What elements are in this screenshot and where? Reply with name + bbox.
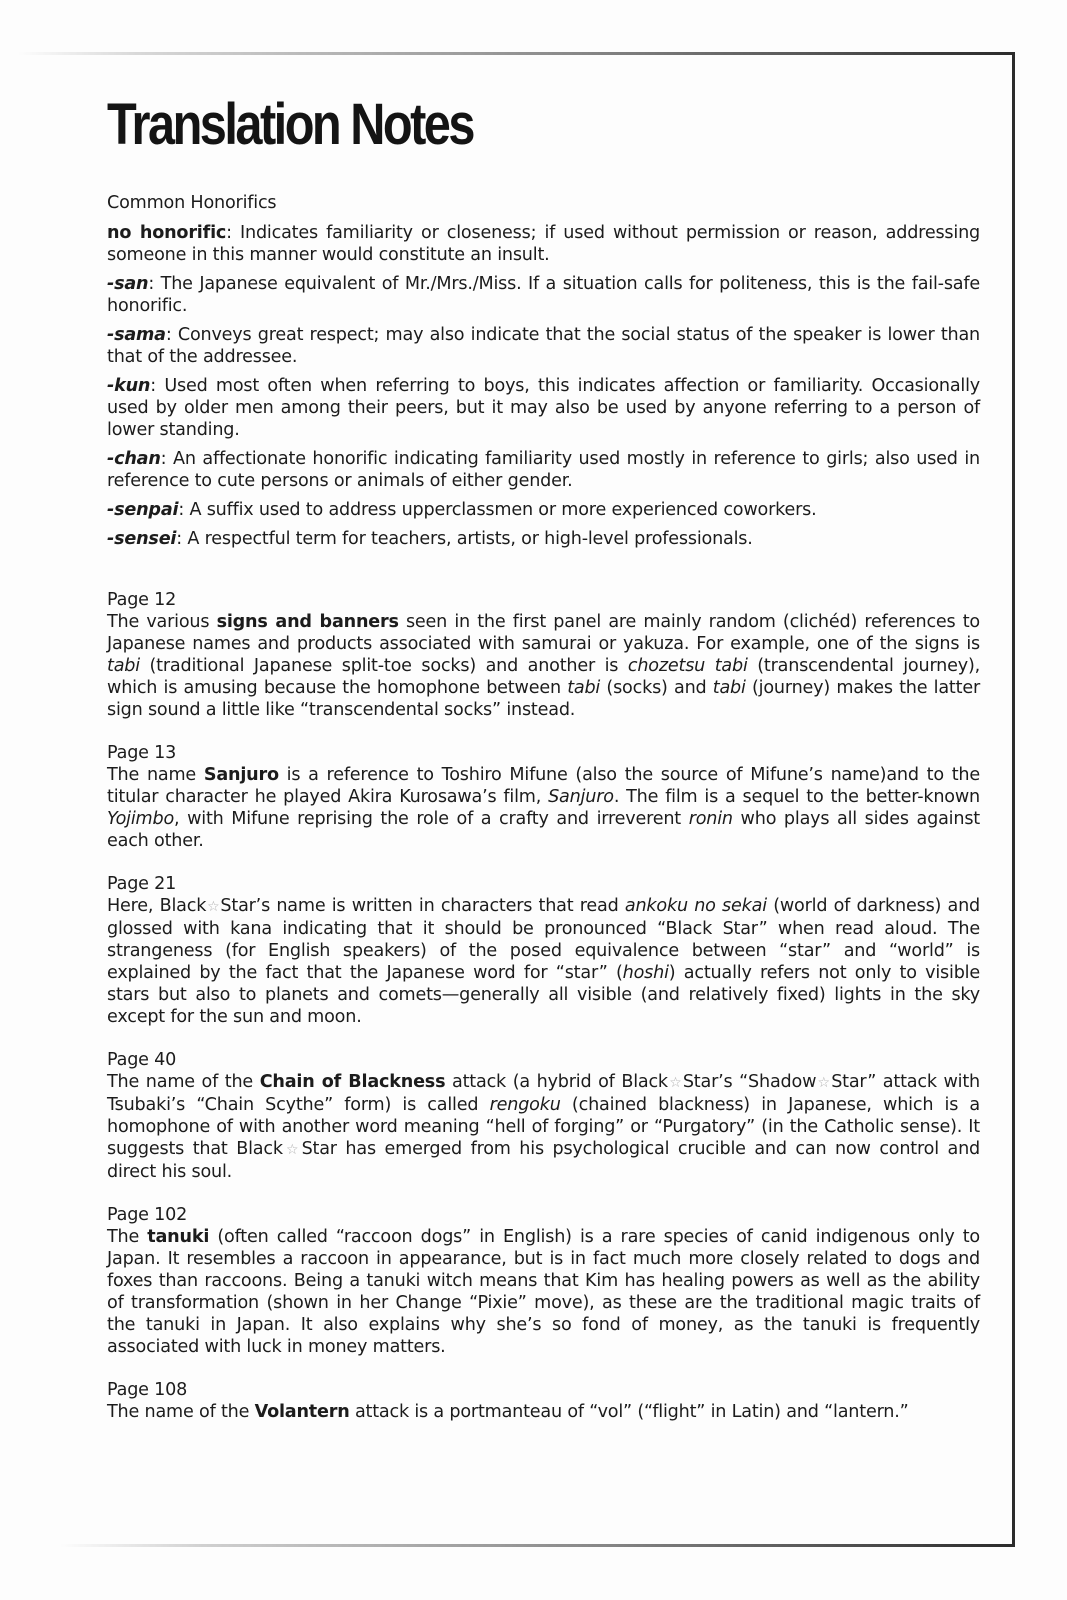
translation-note (107, 873, 980, 1028)
text-run: who plays all sides against each other. (107, 809, 980, 851)
text-run: attack is a portmanteau of “vol” (“flight” in Latin) and “lantern.” (349, 1402, 909, 1422)
note-page-number: Page 13 (107, 743, 177, 763)
text-run: The various (107, 612, 217, 632)
bold-term: tanuki (147, 1227, 210, 1247)
honorific-term: no honorific (107, 223, 227, 243)
italic-term: chozetsu tabi (627, 656, 748, 676)
italic-term: rengoku (489, 1095, 561, 1115)
note-page-number: Page 102 (107, 1205, 188, 1225)
separator: : (150, 376, 165, 396)
honorific-term: -senpai (107, 500, 179, 520)
bold-term: Chain of Blackness (259, 1072, 446, 1092)
text-run: Star has emerged from his psychological crucible and can now control and direct his soul. (107, 1139, 980, 1182)
translation-note (107, 1204, 980, 1358)
star-icon: ☆ (282, 1142, 302, 1158)
text-run: attack (a hybrid of Black (445, 1072, 668, 1092)
note-page-number: Page 108 (107, 1380, 188, 1400)
text-run: seen in the first panel are mainly random (clichéd) references to Japanese names and products associated with samurai or yakuza. For example, one of the signs is (107, 612, 980, 654)
honorific-term: -sama (107, 325, 166, 345)
honorific-entry (107, 324, 980, 368)
text-run: (traditional Japanese split-toe socks) and another is (139, 656, 628, 676)
note-page-number: Page 40 (107, 1050, 177, 1070)
star-icon: ☆ (816, 1075, 832, 1091)
note-text (107, 1226, 980, 1358)
text-run: Star’s name is written in characters that read (220, 896, 625, 916)
separator: : (160, 449, 173, 469)
bold-term: Volantern (254, 1402, 350, 1422)
text-run: (world of darkness) and glossed with kana indicating that it should be pronounced “Black Star” when read aloud. The strangeness (for English speakers) of the posed equivalence between “star” and “world” is explained by the fact that the Japanese word for “star” ( (107, 896, 981, 983)
text-run: The name (107, 765, 204, 785)
text-run: , with Mifune reprising the role of a crafty and irreverent (174, 809, 689, 829)
honorific-term: -san (107, 274, 149, 294)
note-text (107, 895, 980, 1028)
page-frame-top-rule (18, 52, 1015, 55)
bold-term: signs and banners (216, 612, 399, 632)
page-title: Translation Notes (107, 92, 473, 157)
italic-term: tabi (567, 678, 601, 698)
note-page-number: Page 21 (107, 874, 177, 894)
text-run: (socks) and (600, 678, 713, 698)
text-run: Star” attack with Tsubaki’s “Chain Scythe” form) is called (107, 1072, 980, 1115)
notes-section (107, 589, 980, 1423)
translation-note (107, 589, 980, 721)
text-run: Star’s “Shadow (682, 1072, 817, 1092)
italic-term: Sanjuro (548, 787, 614, 807)
note-page-number: Page 12 (107, 590, 177, 610)
italic-term: ankoku no sekai (624, 896, 767, 916)
note-text (107, 1071, 980, 1183)
note-text (107, 1401, 980, 1423)
honorific-definition: Conveys great respect; may also indicate that the social status of the speaker is lower than that of the addressee. (107, 325, 981, 367)
honorific-definition: An affectionate honorific indicating familiarity used mostly in reference to girls; also used in reference to cute persons or animals of either gender. (107, 449, 980, 491)
star-icon: ☆ (206, 899, 221, 915)
text-run: (often called “raccoon dogs” in English) is a rare species of canid indigenous only to Japan. It resembles a raccoon in appearance, but is in fact much more closely related to dogs and foxes than raccoons. Being a tanuki witch means that Kim has healing powers as well as the ability of transformation (shown in her Change “Pixie” move), as these are the traditional magic traits of the tanuki in Japan. It also explains why she’s so fond of money, as the tanuki is frequently associated with luck in money matters. (107, 1227, 980, 1357)
text-run: (chained blackness) in Japanese, which is a homophone of with another word meaning “hell of forging” or “Purgatory” (in the Catholic sense). It suggests that Black (107, 1095, 981, 1159)
note-text (107, 764, 980, 852)
text-run: Here, Black (107, 896, 207, 916)
honorific-definition: A suffix used to address upperclassmen or more experienced coworkers. (189, 500, 817, 520)
separator: : (148, 274, 161, 294)
italic-term: ronin (688, 809, 733, 829)
separator: : (176, 529, 188, 549)
separator: : (178, 500, 190, 520)
text-run: The (107, 1227, 148, 1247)
page-frame-bottom-rule (60, 1544, 1015, 1547)
honorific-definition: Used most often when referring to boys, this indicates affection or familiarity. Occasionally used by older men among their peers, but it may also be used by anyone referring to a person of lower standing. (107, 376, 981, 440)
honorific-entry (107, 222, 980, 266)
honorific-definition: Indicates familiarity or closeness; if used without permission or reason, addressing someone in this manner would constitute an insult. (107, 223, 980, 265)
honorific-term: -chan (107, 449, 161, 469)
honorific-entry (107, 499, 980, 521)
honorific-definition: The Japanese equivalent of Mr./Mrs./Miss. If a situation calls for politeness, this is the fail-safe honorific. (107, 274, 980, 316)
text-run: The name of the (107, 1072, 260, 1092)
text-run: . The film is a sequel to the better-known (613, 787, 980, 807)
translation-note (107, 742, 980, 852)
italic-term: tabi (712, 678, 746, 698)
star-icon: ☆ (667, 1075, 683, 1091)
separator: : (165, 325, 178, 345)
honorific-term: -sensei (107, 529, 177, 549)
bold-term: Sanjuro (203, 765, 279, 785)
italic-term: Yojimbo (107, 809, 175, 829)
italic-term: tabi (107, 656, 140, 676)
translation-note (107, 1379, 980, 1423)
honorific-entry (107, 273, 980, 317)
honorific-entry (107, 528, 980, 550)
document-body (107, 192, 980, 1423)
text-run: ) actually refers not only to visible stars but also to planets and comets—generally all visible (and relatively fixed) lights in the sky except for the sun and moon. (107, 963, 980, 1027)
honorific-entry (107, 448, 980, 492)
italic-term: hoshi (622, 963, 669, 983)
text-run: (journey) makes the latter sign sound a little like “transcendental socks” instead. (107, 678, 980, 720)
honorific-definition: A respectful term for teachers, artists, or high-level professionals. (187, 529, 753, 549)
page-frame-right-rule (1012, 52, 1015, 1547)
honorific-entry (107, 375, 980, 441)
section-heading: Common Honorifics (107, 193, 277, 213)
honorifics-section (107, 192, 980, 550)
text-run: is a reference to Toshiro Mifune (also the source of Mifune’s name)and to the titular character he played Akira Kurosawa’s film, (107, 765, 980, 807)
text-run: The name of the (107, 1402, 255, 1422)
note-text (107, 611, 980, 721)
translation-note (107, 1049, 980, 1183)
text-run: (transcendental journey), which is amusing because the homophone between (107, 656, 981, 698)
separator: : (226, 223, 241, 243)
honorific-term: -kun (107, 376, 151, 396)
